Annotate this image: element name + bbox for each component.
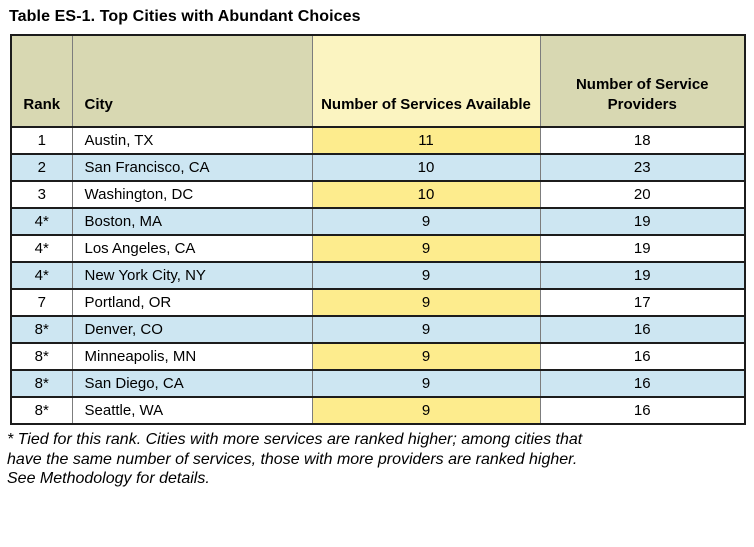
cell-providers: 23 <box>540 154 745 181</box>
cell-rank: 8* <box>11 370 72 397</box>
cell-rank: 7 <box>11 289 72 316</box>
cell-city: Denver, CO <box>72 316 312 343</box>
cell-rank: 8* <box>11 397 72 424</box>
cell-providers: 18 <box>540 127 745 154</box>
cell-services: 9 <box>312 316 540 343</box>
table-body <box>11 127 745 424</box>
table-row <box>11 370 745 397</box>
footnote-line: See Methodology for details. <box>7 470 210 487</box>
cell-city: San Diego, CA <box>72 370 312 397</box>
cell-services: 9 <box>312 208 540 235</box>
column-header-services: Number of Services Available <box>312 35 540 127</box>
cell-services: 9 <box>312 397 540 424</box>
cell-providers: 19 <box>540 235 745 262</box>
table-title: Table ES-1. Top Cities with Abundant Choices <box>9 8 361 25</box>
cell-rank: 4* <box>11 208 72 235</box>
cell-rank: 1 <box>11 127 72 154</box>
column-header-rank: Rank <box>11 35 72 127</box>
cell-services: 9 <box>312 370 540 397</box>
cell-services: 10 <box>312 154 540 181</box>
cell-services: 9 <box>312 289 540 316</box>
table-row <box>11 289 745 316</box>
cell-providers: 16 <box>540 316 745 343</box>
cell-rank: 2 <box>11 154 72 181</box>
cell-city: Los Angeles, CA <box>72 235 312 262</box>
cell-rank: 4* <box>11 262 72 289</box>
cell-city: Minneapolis, MN <box>72 343 312 370</box>
cell-providers: 17 <box>540 289 745 316</box>
table-row <box>11 397 745 424</box>
cell-rank: 8* <box>11 316 72 343</box>
cell-providers: 16 <box>540 343 745 370</box>
cell-services: 9 <box>312 262 540 289</box>
cell-rank: 4* <box>11 235 72 262</box>
cell-providers: 20 <box>540 181 745 208</box>
column-header-providers: Number of Service Providers <box>540 35 745 127</box>
cities-table <box>10 34 746 425</box>
table-row <box>11 262 745 289</box>
cell-city: New York City, NY <box>72 262 312 289</box>
table-row <box>11 154 745 181</box>
cell-providers: 16 <box>540 370 745 397</box>
cell-city: Washington, DC <box>72 181 312 208</box>
column-header-city: City <box>72 35 312 127</box>
cell-services: 11 <box>312 127 540 154</box>
cell-services: 9 <box>312 235 540 262</box>
cell-providers: 19 <box>540 208 745 235</box>
table-row <box>11 316 745 343</box>
cell-services: 10 <box>312 181 540 208</box>
header-row <box>11 35 745 127</box>
cell-rank: 3 <box>11 181 72 208</box>
table-row <box>11 343 745 370</box>
cell-city: Seattle, WA <box>72 397 312 424</box>
cell-city: San Francisco, CA <box>72 154 312 181</box>
table-row <box>11 127 745 154</box>
cell-city: Portland, OR <box>72 289 312 316</box>
cell-rank: 8* <box>11 343 72 370</box>
cell-city: Austin, TX <box>72 127 312 154</box>
cell-providers: 19 <box>540 262 745 289</box>
table-row <box>11 235 745 262</box>
cell-services: 9 <box>312 343 540 370</box>
footnote-line: have the same number of services, those with more providers are ranked higher. <box>7 450 578 468</box>
footnote <box>7 430 745 489</box>
table-row <box>11 181 745 208</box>
cell-city: Boston, MA <box>72 208 312 235</box>
footnote-line: * Tied for this rank. Cities with more services are ranked higher; among cities that <box>7 431 583 448</box>
cell-providers: 16 <box>540 397 745 424</box>
table-row <box>11 208 745 235</box>
